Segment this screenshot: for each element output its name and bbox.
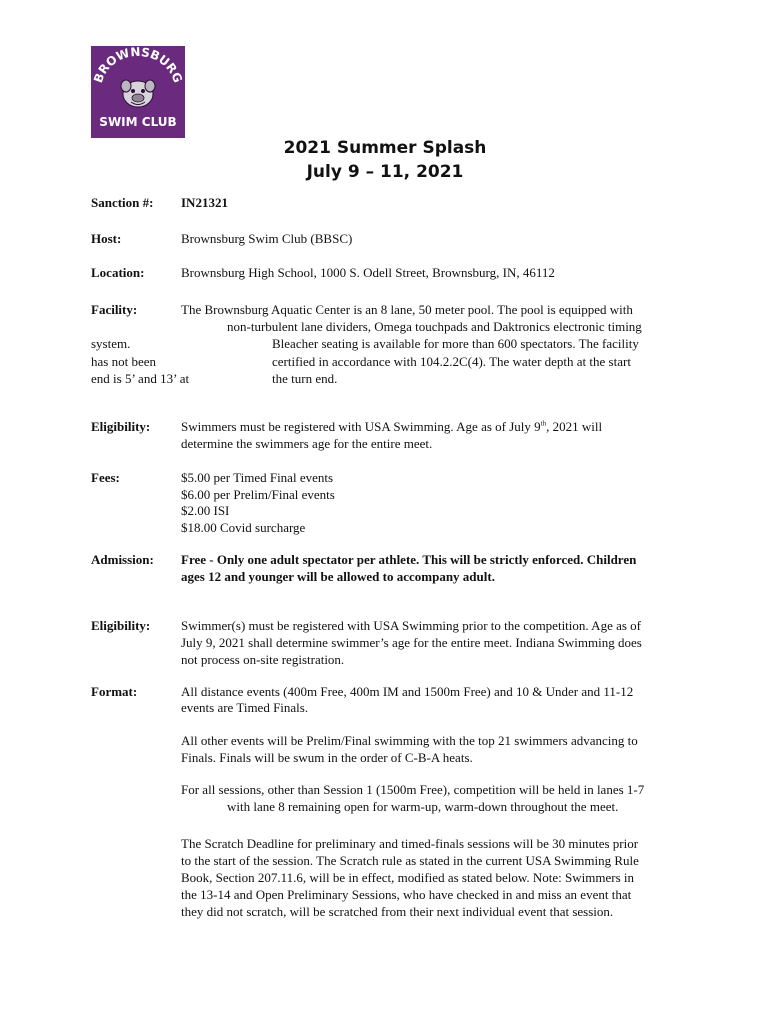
format-p4-line-5: they did not scratch, will be scratched from their next individual event that session. xyxy=(181,904,614,919)
format-label: Format: xyxy=(91,684,138,699)
admission-label: Admission: xyxy=(91,552,154,567)
fee-item: $2.00 ISI xyxy=(181,503,230,518)
eligibility-label: Eligibility: xyxy=(91,419,151,434)
eligibility-label-2: Eligibility: xyxy=(91,618,151,633)
eligibility2-line-3: not process on-site registration. xyxy=(181,652,345,667)
fee-item: $6.00 per Prelim/Final events xyxy=(181,487,335,502)
format-p3-line-1: For all sessions, other than Session 1 (1500m Free), competition will be held in lanes 1-7 xyxy=(181,782,645,797)
fee-item: $18.00 Covid surcharge xyxy=(181,520,306,535)
format-p4-line-2: to the start of the session. The Scratch rule as stated in the current USA Swimming Rule xyxy=(181,853,639,868)
meet-dates: July 9 – 11, 2021 xyxy=(306,162,464,182)
format-p2-line-2: Finals. Finals will be swum in the order of C-B-A heats. xyxy=(181,750,473,765)
bulldog-logo-icon xyxy=(91,46,185,138)
facility-line-5-right: the turn end. xyxy=(272,371,338,386)
admission-line-2: ages 12 and younger will be allowed to accompany adult. xyxy=(181,569,495,584)
facility-line-1: The Brownsburg Aquatic Center is an 8 lane, 50 meter pool. The pool is equipped with xyxy=(181,302,633,317)
facility-line-3-left: system. xyxy=(91,336,131,351)
format-p4-line-4: the 13-14 and Open Preliminary Sessions, who have checked in and miss an event that xyxy=(181,887,632,902)
facility-line-3-right: Bleacher seating is available for more than 600 spectators. The facility xyxy=(272,336,639,351)
facility-line-4-left: has not been xyxy=(91,354,156,369)
format-p4-line-1: The Scratch Deadline for preliminary and timed-finals sessions will be 30 minutes prior xyxy=(181,836,639,851)
format-p3-line-2: with lane 8 remaining open for warm-up, warm-down throughout the meet. xyxy=(227,799,619,814)
meet-title: 2021 Summer Splash xyxy=(283,138,487,158)
logo-top-text: BROWNSBURG xyxy=(91,46,185,85)
host-label: Host: xyxy=(91,231,122,246)
fee-item: $5.00 per Timed Final events xyxy=(181,470,334,485)
facility-line-2: non-turbulent lane dividers, Omega touchpads and Daktronics electronic timing xyxy=(227,319,642,334)
format-p4-line-3: Book, Section 207.11.6, will be in effect, modified as stated below. Note: Swimmers in xyxy=(181,870,635,885)
eligibility2-line-2: July 9, 2021 shall determine swimmer’s age for the entire meet. Indiana Swimming does xyxy=(181,635,642,650)
host-value: Brownsburg Swim Club (BBSC) xyxy=(181,231,353,246)
club-logo xyxy=(91,46,185,138)
format-p1-line-2: events are Timed Finals. xyxy=(181,700,309,715)
eligibility-line-1: Swimmers must be registered with USA Swimming. Age as of July 9th, 2021 will xyxy=(181,419,603,434)
facility-line-4-right: certified in accordance with 104.2.2C(4). The water depth at the start xyxy=(272,354,631,369)
facility-label: Facility: xyxy=(91,302,138,317)
format-p1-line-1: All distance events (400m Free, 400m IM and 1500m Free) and 10 & Under and 11-12 xyxy=(181,684,634,699)
logo-bottom-text: SWIM CLUB xyxy=(99,115,177,129)
format-p2-line-1: All other events will be Prelim/Final swimming with the top 21 swimmers advancing to xyxy=(181,733,638,748)
admission-line-1: Free - Only one adult spectator per athlete. This will be strictly enforced. Children xyxy=(181,552,637,567)
fees-label: Fees: xyxy=(91,470,120,485)
sanction-label: Sanction #: xyxy=(91,195,154,210)
eligibility2-line-1: Swimmer(s) must be registered with USA Swimming prior to the competition. Age as of xyxy=(181,618,642,633)
eligibility-line-2: determine the swimmers age for the entire meet. xyxy=(181,436,433,451)
location-value: Brownsburg High School, 1000 S. Odell Street, Brownsburg, IN, 46112 xyxy=(181,265,555,280)
facility-line-5-left: end is 5’ and 13’ at xyxy=(91,371,190,386)
location-label: Location: xyxy=(91,265,145,280)
sanction-value: IN21321 xyxy=(181,195,228,210)
